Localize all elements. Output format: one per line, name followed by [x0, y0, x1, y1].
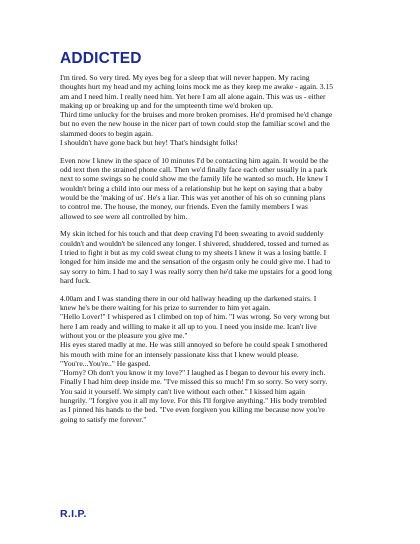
story-title: ADDICTED	[60, 50, 142, 67]
story-line: I'm tired. So very tired. My eyes beg for a sleep that will never happen. My racing	[60, 73, 310, 82]
story-line: couldn't and wouldn't be silenced any longer. I shivered, shuddered, tossed and turned as	[60, 238, 329, 248]
story-line: going to satisfy me forever."	[60, 414, 147, 424]
story-paragraph	[60, 156, 380, 221]
story-paragraph	[60, 229, 380, 285]
story-ending: R.I.P.	[60, 508, 87, 520]
story-line: Finally I had him deep inside me. "I've missed this so much! I'm so sorry. So very sorry.	[60, 377, 328, 387]
story-line: "Hello Lover!" I whispered as I climbed on top of him. "I was wrong. So very wrong but	[60, 312, 330, 322]
story-line: as I pinned his hands to the bed. "I've even forgiven you killing me because now you're	[60, 405, 325, 415]
story-line: 4.00am and I was standing there in our old hallway heading up the darkened stairs. I	[60, 293, 317, 303]
story-line: but no even the new house in the nicer part of town could stop the familiar scowl and the	[60, 119, 330, 129]
story-line: My skin itched for his touch and that deep craving I'd been sweating to avoid suddenly	[60, 229, 324, 239]
story-line: say sorry to him. I had to say I was really sorry then he'd take me upstairs for a good long	[60, 266, 332, 276]
story-line: thoughts hurt my head and my aching loins mock me as they keep me awake - again. 3.15	[60, 82, 334, 92]
story-paragraph	[60, 73, 380, 147]
story-line: I tried to fight it but as my cold sweat clung to my sheets I knew it was a losing battle. I	[60, 248, 327, 258]
story-line: wouldn't bring a child into our mess of a relationship but he kept on saying that a baby	[60, 183, 323, 193]
story-line: would be the 'making of us'. He's a liar. This was yet another of his oh so cunning plans	[60, 193, 326, 203]
story-line: odd text then the strained phone call. Then we'd finally face each other usually in a park	[60, 165, 328, 175]
story-line: hard fuck.	[60, 275, 91, 285]
story-line: here I am ready and willing to make it all up to you. I need you inside me. Ican't live	[60, 321, 317, 331]
story-line: You said it yourself. We simply can't live without each other." I kissed him again	[60, 386, 306, 396]
story-line: knew he's be there waiting for his prize to surrender to him yet again.	[60, 303, 271, 313]
story-line: next to some swings so he could show me the family life he wanted so much. He knew I	[60, 174, 329, 184]
story-line: making up or breaking up and for the umpteenth time we'd broken up.	[60, 100, 273, 110]
story-line: Even now I knew in the space of 10 minutes I'd be contacting him again. It would be the	[60, 155, 329, 165]
story-line: slammed doors to begin again.	[60, 128, 154, 138]
story-line: his mouth with mine for an intensely passionate kiss that I knew would please.	[60, 349, 299, 359]
story-line: I shouldn't have gone back but hey! That's hindsight folks!	[60, 138, 238, 148]
story-line: hungrily. "I forgive you it all my love. For this I'll forgive anything." His body trembled	[60, 396, 327, 405]
story-paragraph	[60, 294, 380, 424]
story-line: allowed to see were all controlled by him.	[60, 211, 188, 221]
story-line: am and I need him. I really need him. Yet here I am all alone again. This was us - either	[60, 91, 326, 101]
story-line: without you or the pleasure you give me."	[60, 330, 188, 340]
story-line: Third time unlucky for the bruises and more broken promises. He'd promised he'd change	[60, 110, 333, 120]
story-line: "Horny? Oh don't you know it my love?" I laughed as I began to devour his every inch.	[60, 368, 326, 378]
story-line: longed for him inside me and the sensation of the orgasm only he could give me. I had to	[60, 257, 331, 267]
story-line: to control me. The house, the money, our friends. Even the family members I was	[60, 202, 308, 212]
story-body	[60, 73, 380, 424]
story-line: "You're...You're.." He gasped.	[60, 358, 151, 368]
story-line: His eyes stared madly at me. He was still annoyed so before he could speak I smothered	[60, 340, 328, 350]
